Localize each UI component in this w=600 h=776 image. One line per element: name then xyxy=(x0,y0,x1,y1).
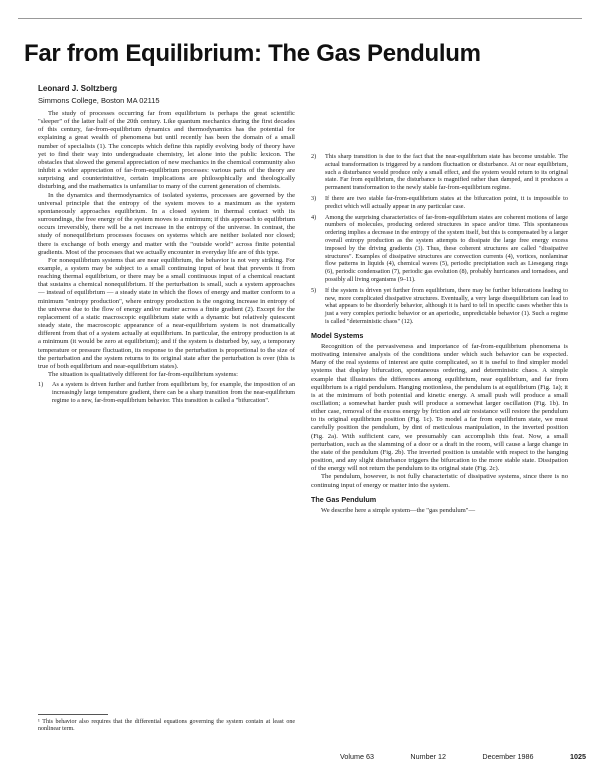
journal-date: December 1986 xyxy=(482,752,534,761)
list-item xyxy=(311,153,568,192)
section-heading-gas-pendulum: The Gas Pendulum xyxy=(311,494,377,504)
list-item-text: If there are two stable far-from-equilibrium states at the bifurcation point, it is impossible to predict which will actually appear in any particular case. xyxy=(325,194,568,210)
list-item-number: 3) xyxy=(311,194,317,202)
section-heading-model-systems: Model Systems xyxy=(311,330,364,340)
footnote-rule xyxy=(38,714,108,715)
list-item-text: As a system is driven further and further from equilibrium by, for example, the imposition of an increasingly large temperature gradient, there can be a sharp transition from the near-equilibrium regime to a new, far-from-equilibrium behavior. This transition is called a "bifurcation". xyxy=(52,381,295,404)
list-item-text: Among the surprising characteristics of far-from-equilibrium states are coherent motions of large numbers of molecules, producing ordered structures in space and/or time. This spontaneous ordering implies a decrease in the entropy of the system itself, but this is compensated by a larger overall entropy production as the system attempts to dissipate the large free energy excess imposed by the driving gradients (3). Thus, these coherent structures are called "dissipative structures". Examples of dissipative structures are convection currents (4), vortices, nonlaminar flow patterns in liquids (4), chemical waves (5), periodic precipitation such as Liesegang rings (6), periodic condensation (7), periodic gas evolution (8), probably hurricanes and tornadoes, and possibly all living organisms (9–11). xyxy=(325,213,568,283)
paragraph: Recognition of the pervasiveness and importance of far-from-equilibrium phenomena is motivating intensive analysis of the conditions under which such behavior can be expected. Many of the real systems of interest are quite complicated, so it is useful to find simpler model systems that display bifurcation, spontaneous ordering, and deterministic chaos. A simple example that illustrates the differences among equilibrium, near equilibrium, and far from equilibrium is a rigid pendulum. Hanging motionless, the pendulum is at equilibrium (Fig. 1a); it is at the minimum of both potential and kinetic energy. A small push will produce a small oscillation; a somewhat harder push will produce a somewhat larger oscillation (Fig. 1b). In either case, removal of the excess energy by friction and air resistance will restore the pendulum to its original equilibrium position (Fig. 1c). To model a far from equilibrium state, we must carefully position the pendulum, by dint of meticulous manipulation, in the inverted position (Fig. 2a). With sufficient care, we presumably can accomplish this feat. Now, a small perturbation, such as the slamming of a door or a draft in the room, will cause a large change in the state of the pendulum (Fig. 2b). The inverted position is unstable with respect to the hanging position, and any slight disturbance triggers the bifurcation to the more stable state. Dissipation of the energy will not return the pendulum to its original state (Fig. 2c). xyxy=(311,342,568,473)
paragraph: For nonequilibrium systems that are near equilibrium, the behavior is not very striking. For example, a system may be subject to a small continuing input of heat that prevents it from reaching thermal equilibrium, or there may be a small continuous input of a chemical reactant that sustains a chemical nonequilibrium. If the perturbation is small, such a system approaches — instead of equilibrium — a steady state in which the flows of energy and matter conform to a minimum "entropy production", where entropy production is the ongoing increase in entropy of the universe due to the flow of energy and/or matter across a finite gradient (2). Except for the replacement of a static macroscopic equilibrium state with a dynamic but relatively quiescent steady state, the macroscopic appearance of a near-equilibrium system is not dramatically different from that of a system actually at equilibrium. In particular, the entropy production is at a minimum (it would be zero at equilibrium); and if the system is disturbed by, say, a temporary temperature or pressure fluctuation, its response to the perturbation is proportional to the size of the perturbation and the system returns to its original state after the perturbation is over (this is true of both equilibrium and near-equilibrium states). xyxy=(38,256,295,370)
paragraph: The situation is qualitatively different for far-from-equilibrium systems: xyxy=(48,371,239,378)
list-item-text: If the system is driven yet further from equilibrium, there may be further bifurcations leading to new, more complicated dissipative structures. Eventually, a very large disequilibrium can lead to what appears to be disorderly behavior, although it is hard to tell in specific cases whether this is just a very complex periodic behavior or an aperiodic, unpredictable behavior (1). Such a regime is called "deterministic chaos" (12). xyxy=(325,286,568,325)
list-item xyxy=(311,195,568,211)
list-item xyxy=(38,381,295,404)
paragraph: In the dynamics and thermodynamics of isolated systems, processes are governed by the universal principle that the entropy of the system moves to a maximum as the system spontaneously approaches equilibrium. In a closed system in thermal contact with its surroundings, the free energy of the system moves to a minimum; if this approach to equilibrium occurs irreversibly, there will be a net increase in the entropy of the universe. In contrast, the study of nonequilibrium processes focuses on systems which are neither isolated nor closed; there is exchange of both energy and matter with the "outside world" across finite potential gradients. Most of the processes that we actually encounter in everyday life are of this type. xyxy=(38,191,295,256)
right-column xyxy=(311,151,568,747)
paragraph: The pendulum, however, is not fully characteristic of dissipative systems, since there is no continuing input of energy or matter into the system. xyxy=(311,473,568,489)
author-affiliation: Simmons College, Boston MA 02115 xyxy=(38,96,160,105)
list-item xyxy=(311,214,568,284)
numbered-list xyxy=(311,153,568,326)
page-footer xyxy=(340,752,586,761)
list-item-number: 1) xyxy=(38,381,44,389)
journal-volume: Volume 63 xyxy=(340,752,374,761)
article-title: Far from Equilibrium: The Gas Pendulum xyxy=(24,40,481,67)
paragraph: We describe here a simple system—the "gas pendulum"— xyxy=(321,506,476,514)
list-item-number: 4) xyxy=(311,213,317,221)
numbered-list xyxy=(38,381,295,404)
left-column xyxy=(38,110,295,636)
paragraph: The study of processes occurring far from equilibrium is perhaps the great scientific "sleeper" of the latter half of the 20th century. Like quantum mechanics during the first decades of this century, far-from-equilibrium dynamics and thermodynamics has the potential for explaining a great wealth of phenomena but until recently has been the domain of a small number of specialists (1). The concepts which define this rapidly evolving body of theory have yet to find their way into undergraduate chemistry, let alone into the public lexicon. The obstacles that slowed the general appreciation of new mechanics in the chemical community also inhibit a wider appreciation of far-from-equilibrium processes: various parts of the theory are surprising and counterintuitive, certain implications are philosophically and theologically disturbing, and the mathematics is unfamiliar to many of the current generation of chemists. xyxy=(38,110,295,191)
list-item xyxy=(311,287,568,326)
list-item-text: This sharp transition is due to the fact that the near-equilibrium state has become unstable. The actual transformation is triggered by a random fluctuation or disturbance. At or near equilibrium, such a disturbance would produce only a small effect, and the system would return to its original state. Far from equilibrium, the disturbance is magnified rather than damped, and it produces a permanent transformation to the newly stable far-from-equilibrium regime. xyxy=(325,153,568,192)
author-name: Leonard J. Soltzberg xyxy=(38,84,118,93)
list-item-number: 5) xyxy=(311,286,317,294)
footnote: ¹ This behavior also requires that the differential equations governing the system contain at least one nonlinear term. xyxy=(38,719,295,733)
list-item-number: 2) xyxy=(311,153,317,160)
top-rule xyxy=(18,18,582,19)
journal-number: Number 12 xyxy=(410,752,446,761)
page-number: 1025 xyxy=(570,752,586,761)
